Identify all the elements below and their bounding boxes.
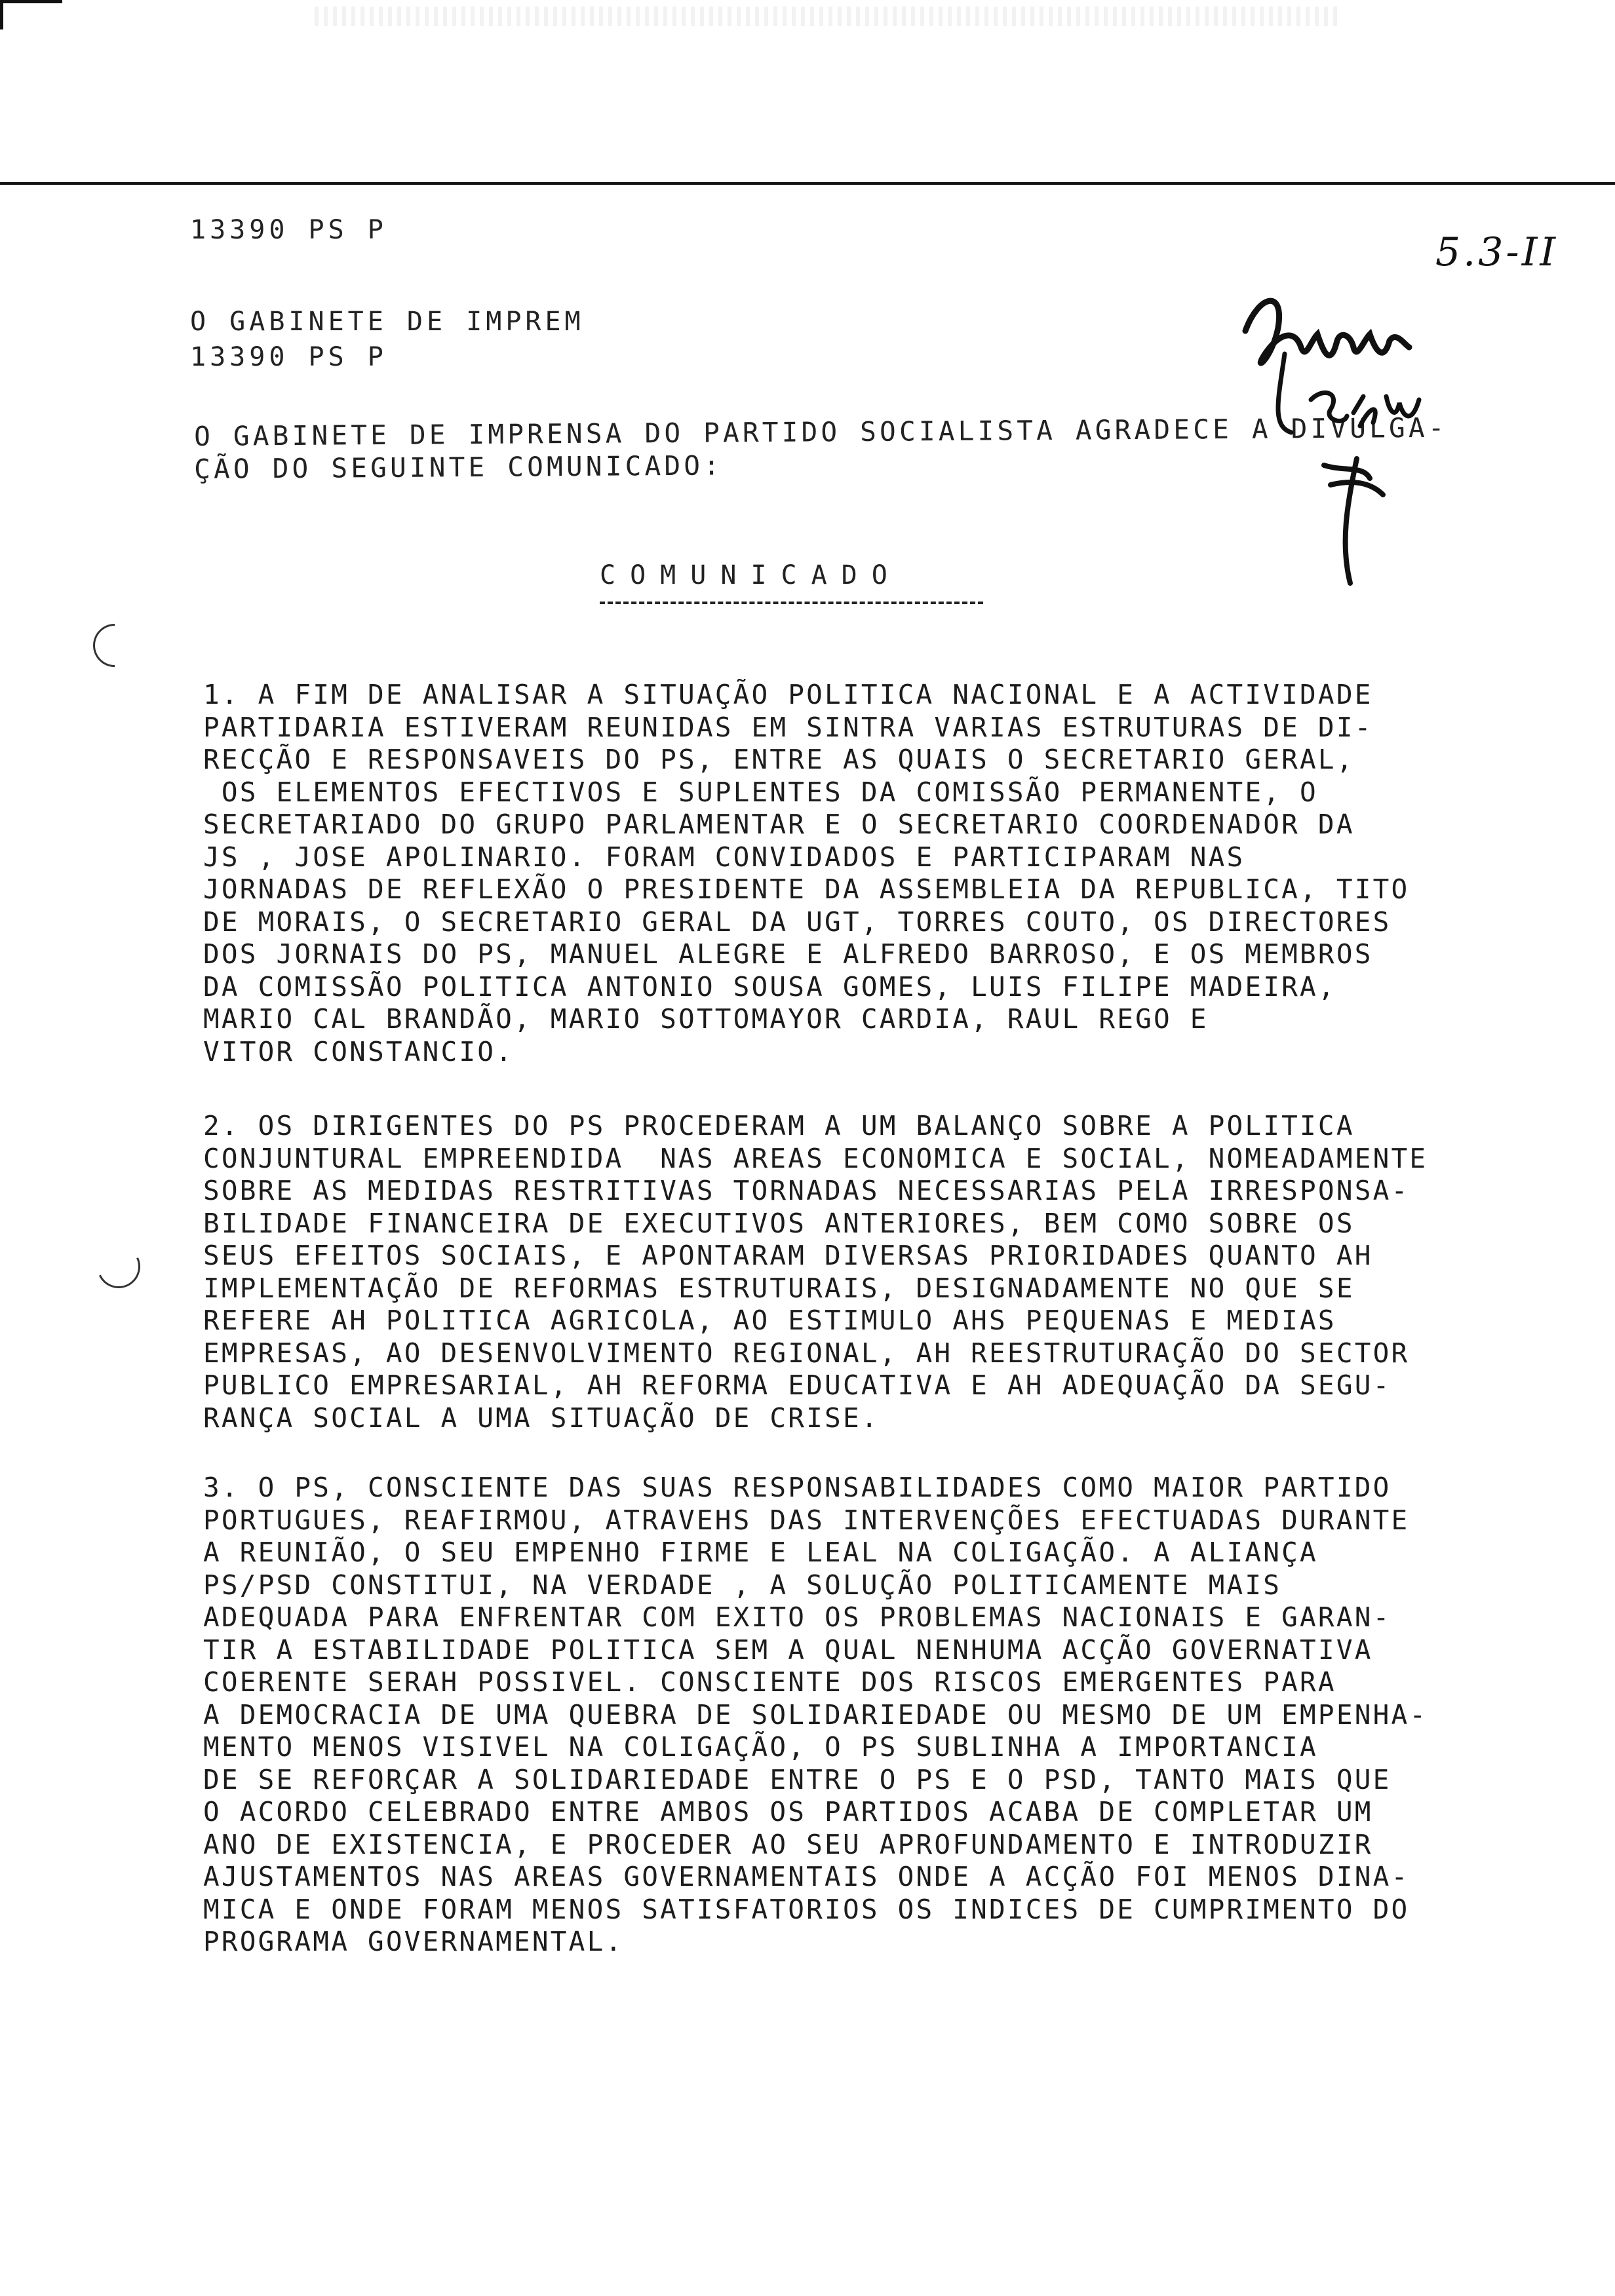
paragraph-line: TIR A ESTABILIDADE POLITICA SEM A QUAL NENHUMA ACÇÃO GOVERNATIVA bbox=[203, 1634, 1373, 1666]
office-short: O GABINETE DE IMPREM bbox=[190, 307, 585, 337]
paragraph-line: DE SE REFORÇAR A SOLIDARIEDADE ENTRE O PS E O PSD, TANTO MAIS QUE bbox=[203, 1763, 1391, 1795]
paragraph-line: 3. O PS, CONSCIENTE DAS SUAS RESPONSABILIDADES COMO MAIOR PARTIDO bbox=[203, 1472, 1391, 1503]
paragraph-line: OS ELEMENTOS EFECTIVOS E SUPLENTES DA COMISSÃO PERMANENTE, O bbox=[203, 776, 1318, 808]
margin-hole-mark-top bbox=[84, 615, 145, 676]
paragraph-line: ADEQUADA PARA ENFRENTAR COM EXITO OS PROBLEMAS NACIONAIS E GARAN- bbox=[203, 1601, 1391, 1633]
scan-noise bbox=[315, 7, 1337, 26]
paragraph-1 bbox=[203, 679, 1580, 1068]
paragraph-line: RECÇÃO E RESPONSAVEIS DO PS, ENTRE AS QUAIS O SECRETARIO GERAL, bbox=[203, 744, 1355, 775]
paragraph-line: PARTIDARIA ESTIVERAM REUNIDAS EM SINTRA VARIAS ESTRUTURAS DE DI- bbox=[203, 711, 1373, 743]
paragraph-line: CONJUNTURAL EMPREENDIDA NAS AREAS ECONOMICA E SOCIAL, NOMEADAMENTE bbox=[203, 1142, 1428, 1174]
paragraph-line: AJUSTAMENTOS NAS AREAS GOVERNAMENTAIS ONDE A ACÇÃO FOI MENOS DINA- bbox=[203, 1861, 1410, 1892]
scan-corner-mark bbox=[0, 0, 62, 29]
paragraph-line: DOS JORNAIS DO PS, MANUEL ALEGRE E ALFREDO BARROSO, E OS MEMBROS bbox=[203, 938, 1373, 970]
ref-top: 13390 PS P bbox=[190, 215, 387, 245]
signature-drawing bbox=[1232, 269, 1449, 609]
paragraph-line: PROGRAMA GOVERNAMENTAL. bbox=[203, 1926, 624, 1957]
ref-second: 13390 PS P bbox=[190, 342, 387, 372]
margin-hole-mark-middle bbox=[91, 1239, 147, 1295]
top-rule bbox=[0, 182, 1615, 185]
paragraph-line: JORNADAS DE REFLEXÃO O PRESIDENTE DA ASSEMBLEIA DA REPUBLICA, TITO bbox=[203, 873, 1410, 905]
paragraph-3 bbox=[203, 1472, 1580, 1959]
paragraph-line: COERENTE SERAH POSSIVEL. CONSCIENTE DOS RISCOS EMERGENTES PARA bbox=[203, 1666, 1336, 1698]
handwritten-ref: 5.3-II bbox=[1435, 229, 1559, 275]
paragraph-line: IMPLEMENTAÇÃO DE REFORMAS ESTRUTURAIS, DESIGNADAMENTE NO QUE SE bbox=[203, 1272, 1355, 1304]
paragraph-line: PUBLICO EMPRESARIAL, AH REFORMA EDUCATIVA E AH ADEQUAÇÃO DA SEGU- bbox=[203, 1369, 1391, 1401]
paragraph-line: VITOR CONSTANCIO. bbox=[203, 1035, 515, 1067]
paragraph-line: PORTUGUES, REAFIRMOU, ATRAVEHS DAS INTERVENÇÕES EFECTUADAS DURANTE bbox=[203, 1504, 1410, 1536]
paragraph-line: BILIDADE FINANCEIRA DE EXECUTIVOS ANTERIORES, BEM COMO SOBRE OS bbox=[203, 1207, 1355, 1239]
intro-line-2: ÇÃO DO SEGUINTE COMUNICADO: bbox=[194, 450, 724, 485]
intro-line-1: O GABINETE DE IMPRENSA DO PARTIDO SOCIALISTA AGRADECE A DIVULGA- bbox=[194, 411, 1448, 452]
paragraph-line: REFERE AH POLITICA AGRICOLA, AO ESTIMULO AHS PEQUENAS E MEDIAS bbox=[203, 1305, 1336, 1336]
paragraph-line: A REUNIÃO, O SEU EMPENHO FIRME E LEAL NA COLIGAÇÃO. A ALIANÇA bbox=[203, 1537, 1318, 1568]
handwritten-signature bbox=[1232, 269, 1449, 612]
paragraph-line: SEUS EFEITOS SOCIAIS, E APONTARAM DIVERSAS PRIORIDADES QUANTO AH bbox=[203, 1240, 1373, 1271]
title-underline bbox=[600, 602, 983, 604]
paragraph-line: MARIO CAL BRANDÃO, MARIO SOTTOMAYOR CARDIA, RAUL REGO E bbox=[203, 1003, 1209, 1035]
paragraph-line: DE MORAIS, O SECRETARIO GERAL DA UGT, TORRES COUTO, OS DIRECTORES bbox=[203, 906, 1391, 938]
paragraph-2 bbox=[203, 1110, 1580, 1434]
paragraph-line: PS/PSD CONSTITUI, NA VERDADE , A SOLUÇÃO POLITICAMENTE MAIS bbox=[203, 1569, 1282, 1601]
paragraph-line: O ACORDO CELEBRADO ENTRE AMBOS OS PARTIDOS ACABA DE COMPLETAR UM bbox=[203, 1796, 1373, 1827]
document-title: COMUNICADO bbox=[600, 560, 902, 590]
paragraph-line: A DEMOCRACIA DE UMA QUEBRA DE SOLIDARIEDADE OU MESMO DE UM EMPENHA- bbox=[203, 1698, 1428, 1731]
paragraph-line: SOBRE AS MEDIDAS RESTRITIVAS TORNADAS NECESSARIAS PELA IRRESPONSA- bbox=[203, 1175, 1410, 1206]
paragraph-line: MICA E ONDE FORAM MENOS SATISFATORIOS OS INDICES DE CUMPRIMENTO DO bbox=[203, 1893, 1410, 1925]
paragraph-line: ANO DE EXISTENCIA, E PROCEDER AO SEU APROFUNDAMENTO E INTRODUZIR bbox=[203, 1828, 1373, 1860]
paragraph-line: MENTO MENOS VISIVEL NA COLIGAÇÃO, O PS SUBLINHA A IMPORTANCIA bbox=[203, 1731, 1318, 1763]
paragraph-line: SECRETARIADO DO GRUPO PARLAMENTAR E O SECRETARIO COORDENADOR DA bbox=[203, 809, 1355, 840]
paragraph-line: 1. A FIM DE ANALISAR A SITUAÇÃO POLITICA NACIONAL E A ACTIVIDADE bbox=[203, 679, 1373, 710]
paragraph-line: EMPRESAS, AO DESENVOLVIMENTO REGIONAL, AH REESTRUTURAÇÃO DO SECTOR bbox=[203, 1337, 1410, 1369]
paragraph-line: RANÇA SOCIAL A UMA SITUAÇÃO DE CRISE. bbox=[203, 1402, 880, 1434]
paragraph-line: DA COMISSÃO POLITICA ANTONIO SOUSA GOMES, LUIS FILIPE MADEIRA, bbox=[203, 970, 1336, 1003]
paragraph-line: JS , JOSE APOLINARIO. FORAM CONVIDADOS E PARTICIPARAM NAS bbox=[203, 841, 1245, 873]
paragraph-line: 2. OS DIRIGENTES DO PS PROCEDERAM A UM BALANÇO SOBRE A POLITICA bbox=[203, 1110, 1355, 1141]
